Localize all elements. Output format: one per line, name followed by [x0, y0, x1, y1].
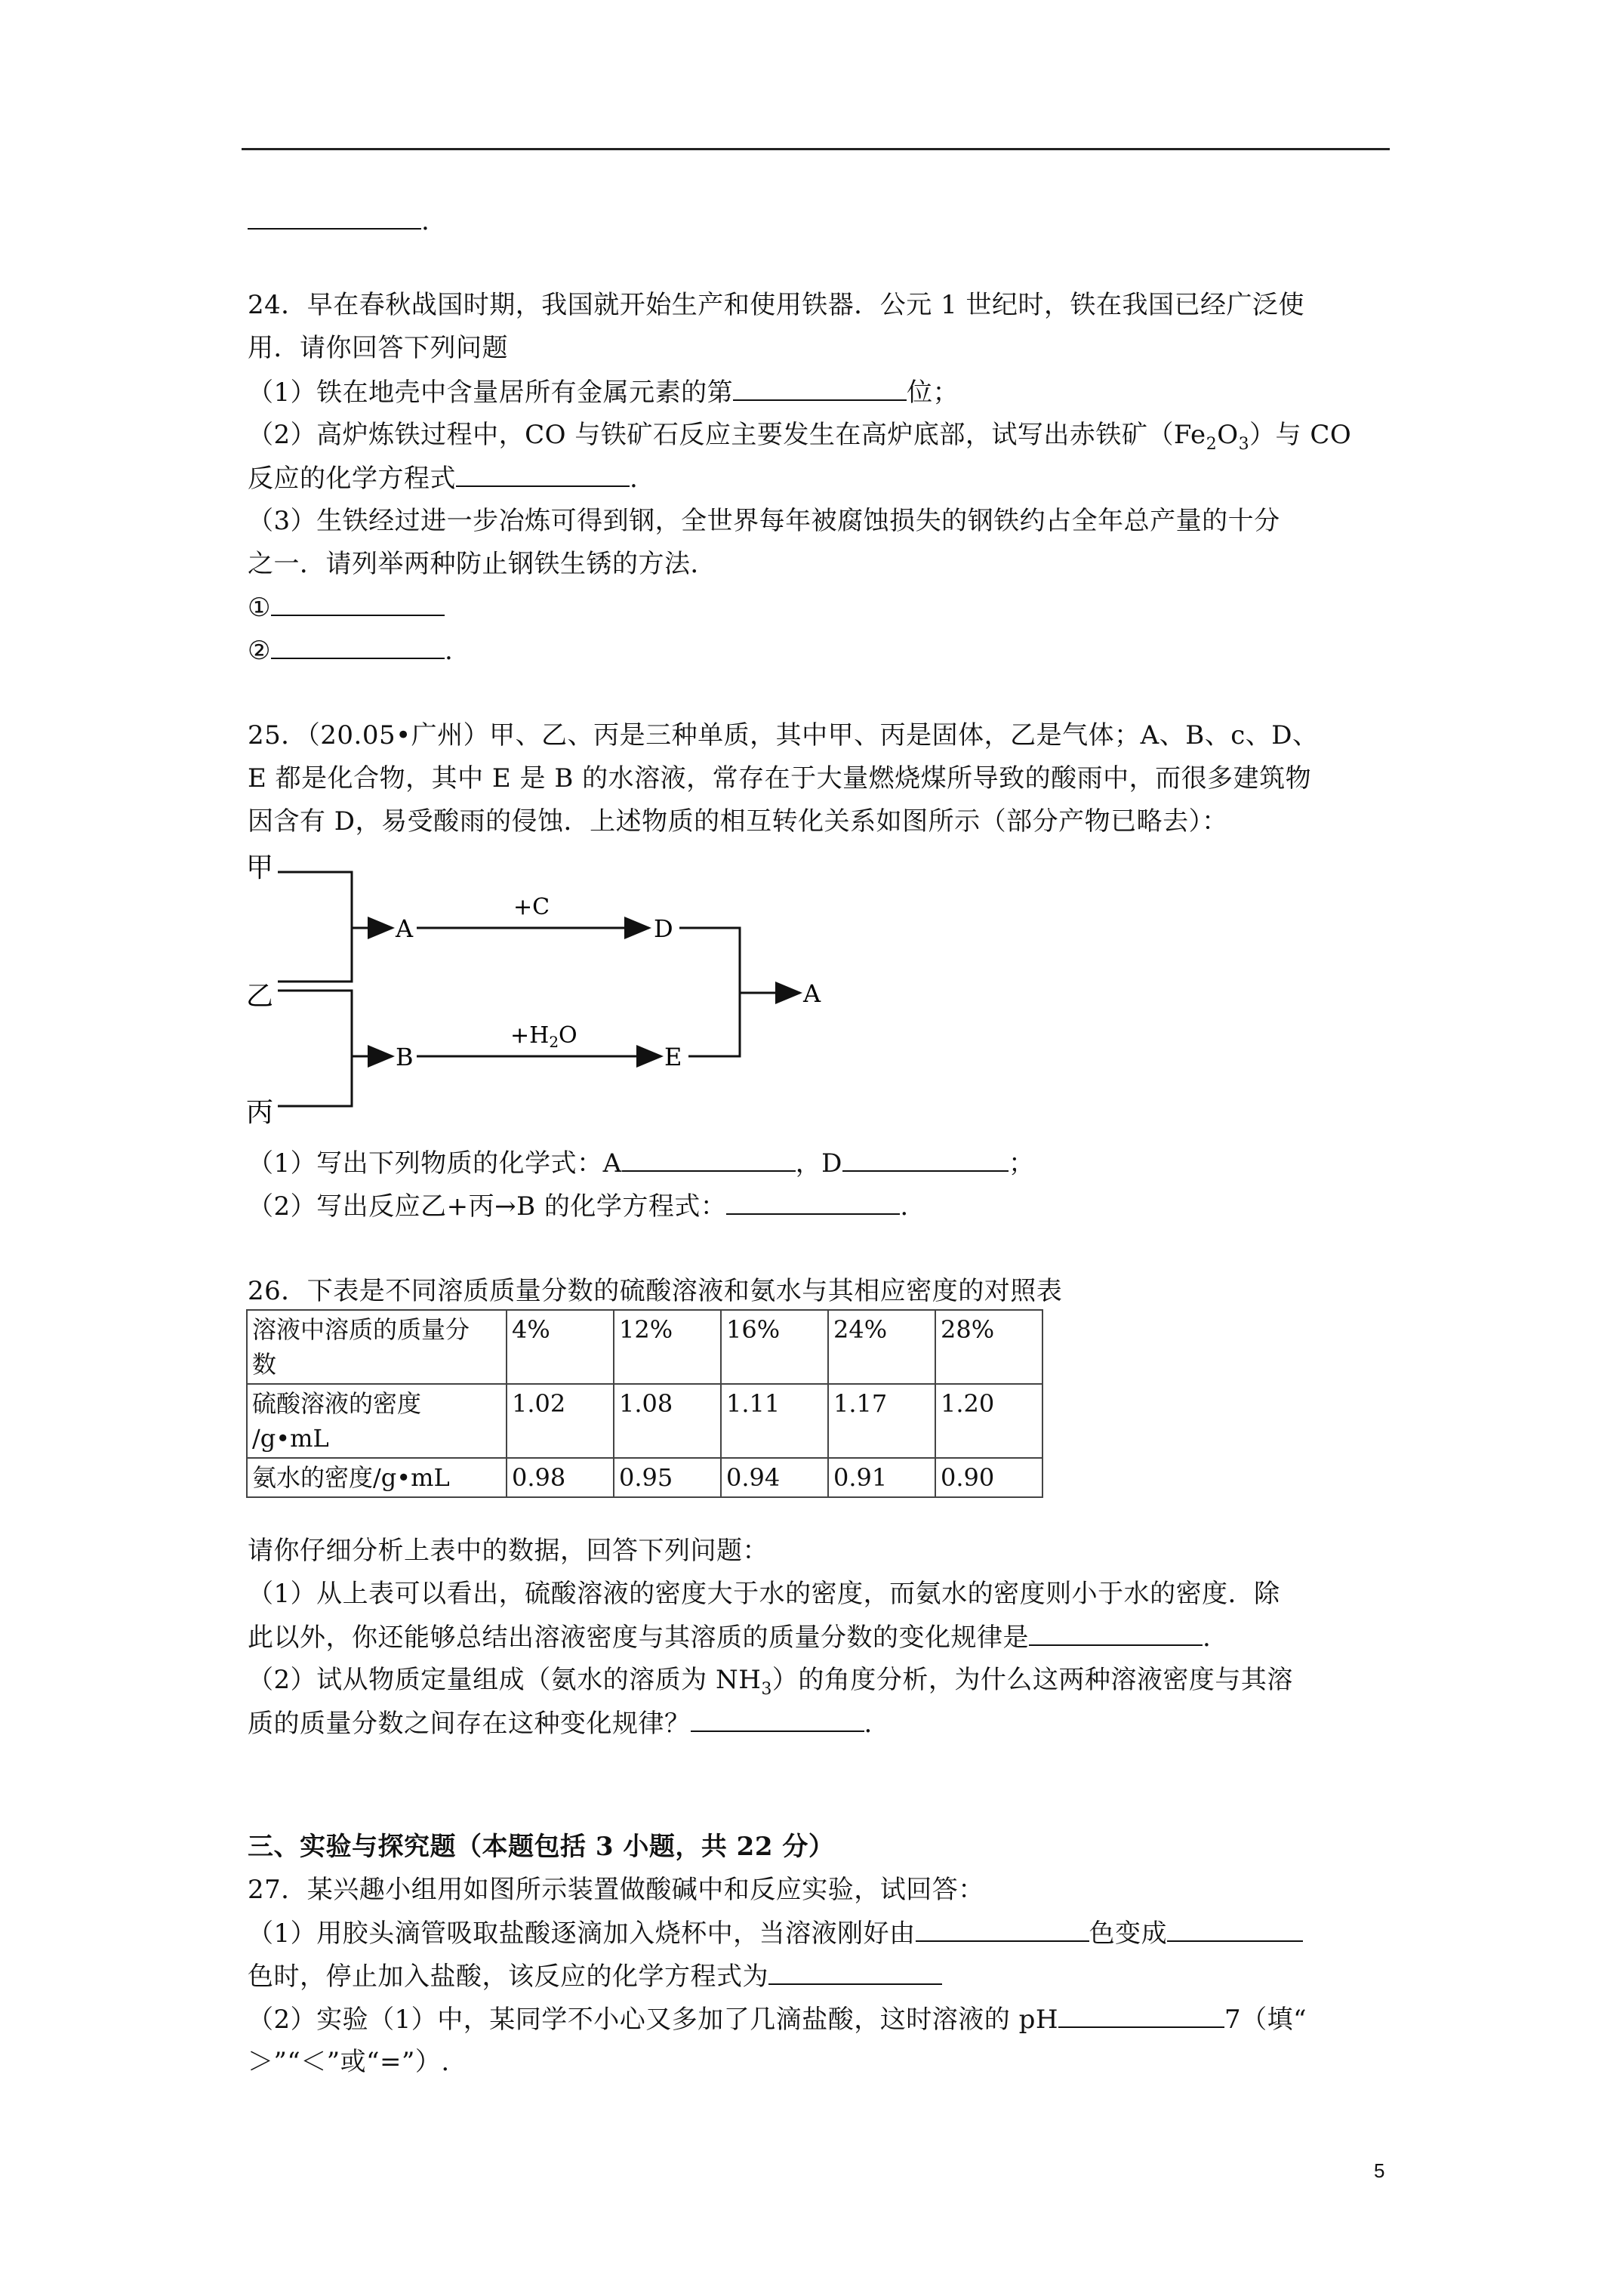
q27-part2-line1: （2）实验（1）中，某同学不小心又多加了几滴盐酸，这时溶液的 pH 7（填“	[248, 2001, 1307, 2038]
table-cell: 12%	[614, 1310, 721, 1384]
answer-blank[interactable]	[271, 589, 445, 616]
bracket-top	[278, 872, 352, 982]
q26-intro: 26．下表是不同溶质质量分数的硫酸溶液和氨水与其相应密度的对照表	[248, 1276, 1063, 1306]
table-row	[247, 1384, 1042, 1458]
diagram-node-A-output: A	[803, 979, 821, 1008]
conversion-diagram	[242, 849, 861, 1129]
answer-blank[interactable]	[691, 1705, 864, 1732]
table-cell: 4%	[507, 1310, 614, 1384]
table-cell: 0.95	[614, 1458, 721, 1497]
q24-part3-line2: 之一．请列举两种防止钢铁生锈的方法．	[248, 549, 716, 579]
q25-intro-line3: 因含有 D，易受酸雨的侵蚀．上述物质的相互转化关系如图所示（部分产物已略去）：	[248, 806, 1228, 837]
diagram-label-bing: 丙	[246, 1097, 274, 1128]
q26-after-table: 请你仔细分析上表中的数据，回答下列问题：	[248, 1536, 768, 1566]
table-cell: 24%	[828, 1310, 935, 1384]
merge-bracket	[679, 928, 740, 1056]
q25-intro-line2: E 都是化合物，其中 E 是 B 的水溶液，常存在于大量燃烧煤所导致的酸雨中，而很多建筑物	[248, 763, 1312, 794]
section3-heading: 三、实验与探究题（本题包括 3 小题，共 22 分）	[248, 1832, 835, 1862]
diagram-node-E: E	[664, 1043, 682, 1071]
diagram-label-yi: 乙	[246, 981, 274, 1012]
q25-part2: （2）写出反应乙+丙→B 的化学方程式： .	[248, 1188, 909, 1225]
table-cell: 0.94	[721, 1458, 828, 1497]
q26-part2-line2: 质的质量分数之间存在这种变化规律？ .	[248, 1705, 873, 1742]
q24-part1: （1）铁在地壳中含量居所有金属元素的第 位；	[248, 374, 959, 411]
answer-blank[interactable]	[1029, 1619, 1203, 1646]
q25-part1: （1）写出下列物质的化学式：A ，D ；	[248, 1145, 1034, 1182]
density-table	[246, 1309, 1043, 1498]
answer-blank[interactable]	[733, 374, 907, 401]
answer-blank[interactable]	[271, 632, 445, 659]
answer-blank[interactable]	[1058, 2001, 1224, 2028]
table-row	[247, 1310, 1042, 1384]
q24-option2: ② .	[248, 632, 453, 669]
table-cell: 1.20	[935, 1384, 1042, 1458]
diagram-label-jia: 甲	[246, 852, 274, 883]
table-cell: 16%	[721, 1310, 828, 1384]
header-rule	[242, 148, 1390, 150]
q25-intro-line1: 25．（20.05•广州）甲、乙、丙是三种单质，其中甲、丙是固体，乙是气体；A、B、c、D、	[248, 720, 1319, 750]
q24-part3-line1: （3）生铁经过进一步冶炼可得到钢，全世界每年被腐蚀损失的钢铁约占全年总产量的十分	[248, 506, 1280, 536]
reagent-C-label: +C	[513, 894, 550, 920]
table-cell: 1.17	[828, 1384, 935, 1458]
answer-blank[interactable]	[842, 1145, 1009, 1172]
q24-part2-line2: 反应的化学方程式 .	[248, 460, 638, 497]
answer-blank[interactable]	[916, 1915, 1089, 1942]
table-cell: 0.90	[935, 1458, 1042, 1497]
q26-part1-line2: 此以外，你还能够总结出溶液密度与其溶质的质量分数的变化规律是 .	[248, 1619, 1211, 1656]
table-cell: 28%	[935, 1310, 1042, 1384]
diagram-node-B: B	[396, 1043, 414, 1071]
q27-intro: 27．某兴趣小组用如图所示装置做酸碱中和反应实验，试回答：	[248, 1875, 984, 1905]
table-cell: 0.91	[828, 1458, 935, 1497]
table-row-label: 溶液中溶质的质量分 数	[247, 1310, 507, 1384]
bracket-bottom	[278, 991, 352, 1106]
q27-part2-line2: ＞”“＜”或“=”）.	[248, 2047, 450, 2077]
diagram-node-D: D	[654, 914, 673, 943]
table-row	[247, 1458, 1042, 1497]
diagram-node-A: A	[396, 914, 414, 943]
q23-answer-line: .	[248, 202, 430, 239]
answer-blank[interactable]	[622, 1145, 796, 1172]
q27-part1-line1: （1）用胶头滴管吸取盐酸逐滴加入烧杯中，当溶液刚好由 色变成	[248, 1915, 1303, 1952]
q27-part1-line2: 色时，停止加入盐酸，该反应的化学方程式为	[248, 1958, 942, 1995]
q24-part2-line1: （2）高炉炼铁过程中，CO 与铁矿石反应主要发生在高炉底部，试写出赤铁矿$(Fe_2O_3)$与 CO	[248, 420, 1352, 454]
table-cell: 0.98	[507, 1458, 614, 1497]
reagent-water-label: $+H_2O$	[510, 1022, 577, 1051]
q24-intro-line1: 24．早在春秋战国时期，我国就开始生产和使用铁器．公元 1 世纪时，铁在我国已经广泛使	[248, 290, 1305, 320]
answer-blank[interactable]	[1167, 1915, 1303, 1942]
q24-intro-line2: 用．请你回答下列问题	[248, 333, 508, 363]
q24-option1: ①	[248, 589, 445, 626]
table-row-label: 氨水的密度/g•mL	[247, 1458, 507, 1497]
q26-part2-line1: （2）试从物质定量组成（氨水的溶质为 $NH_3$）的角度分析，为什么这两种溶液密度与其溶	[248, 1665, 1293, 1699]
table-cell: 1.02	[507, 1384, 614, 1458]
table-cell: 1.08	[614, 1384, 721, 1458]
table-cell: 1.11	[721, 1384, 828, 1458]
answer-blank[interactable]	[248, 202, 421, 230]
page-number: 5	[1374, 2159, 1385, 2182]
table-row-label: 硫酸溶液的密度 /g•mL	[247, 1384, 507, 1458]
answer-blank[interactable]	[726, 1188, 900, 1215]
q26-part1-line1: （1）从上表可以看出，硫酸溶液的密度大于水的密度，而氨水的密度则小于水的密度．除	[248, 1579, 1280, 1609]
answer-blank[interactable]	[456, 460, 630, 487]
answer-blank[interactable]	[768, 1958, 942, 1985]
